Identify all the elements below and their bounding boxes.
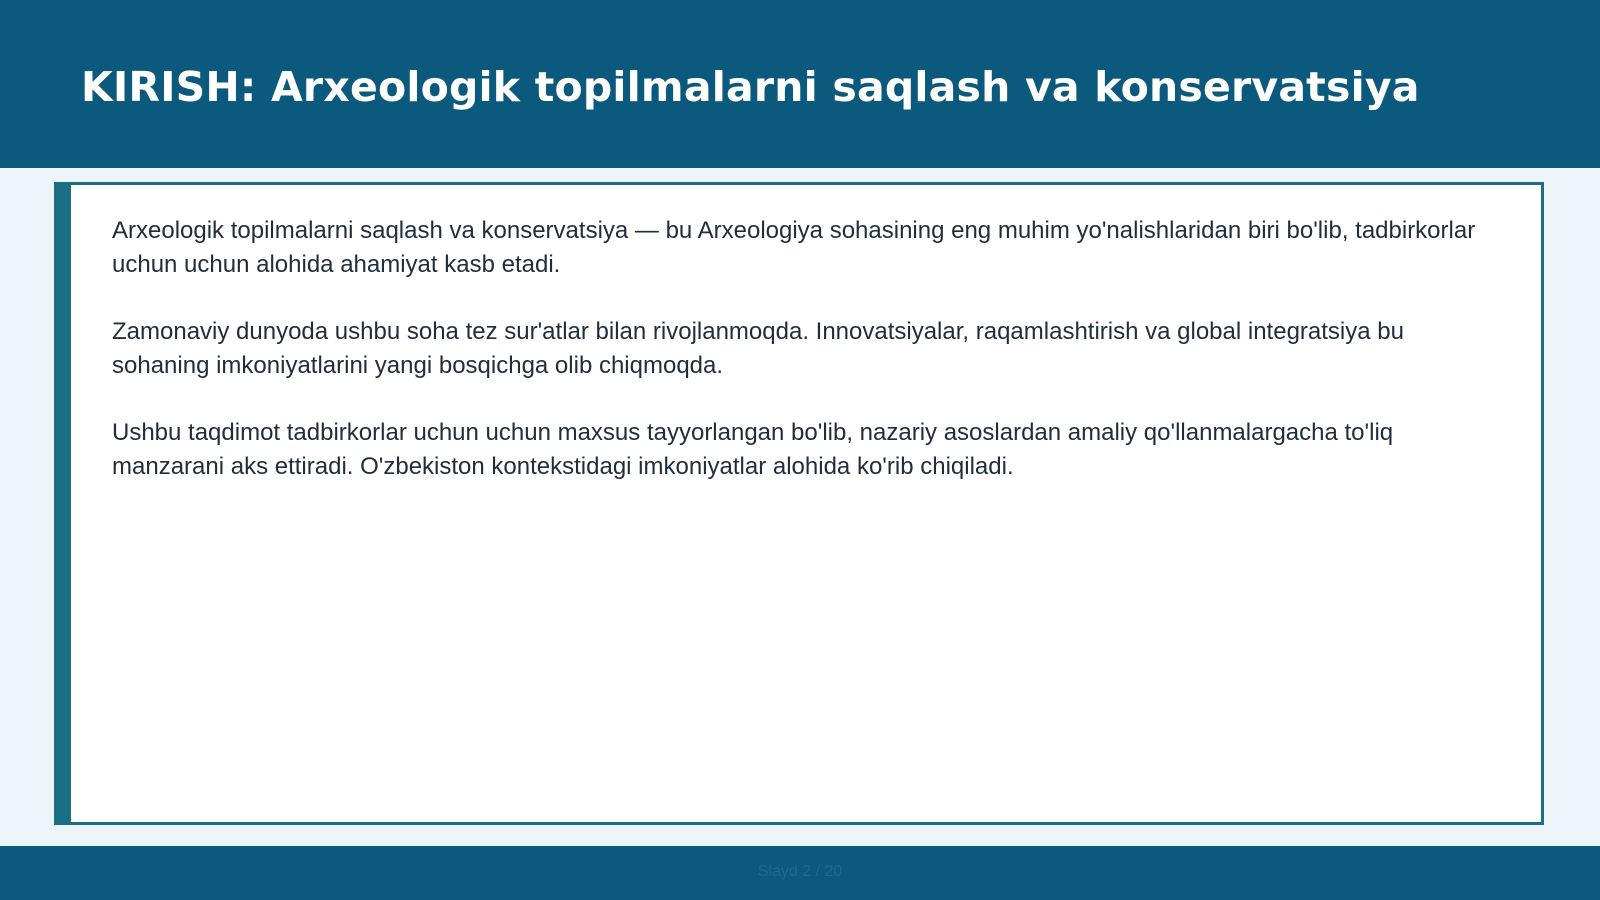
slide-title: KIRISH: Arxeologik topilmalarni saqlash va konservatsiya	[81, 63, 1420, 111]
content-card	[54, 182, 1544, 825]
slide-footer	[0, 846, 1600, 900]
content-text-block	[112, 214, 1502, 517]
paragraph-presentation-purpose: Ushbu taqdimot tadbirkorlar uchun uchun maxsus tayyorlangan bo'lib, nazariy asoslardan amaliy qo'llanmalargacha to'liq manzarani aks ettiradi. O'zbekiston kontekstidagi imkoniyatlar alohida ko'rib chiqiladi.	[112, 419, 1394, 480]
paragraph-modern-world: Zamonaviy dunyoda ushbu soha tez sur'atlar bilan rivojlanmoqda. Innovatsiyalar, raqamlashtirish va global integratsiya bu sohaning imkoniyatlarini yangi bosqichga olib chiqmoqda.	[112, 318, 1404, 379]
slide-header	[0, 0, 1600, 168]
paragraph-intro: Arxeologik topilmalarni saqlash va konservatsiya — bu Arxeologiya sohasining eng muhim yo'nalishlaridan biri bo'lib, tadbirkorlar uchun uchun alohida ahamiyat kasb etadi.	[112, 217, 1476, 278]
slide-number: Slayd 2 / 20	[757, 863, 843, 880]
